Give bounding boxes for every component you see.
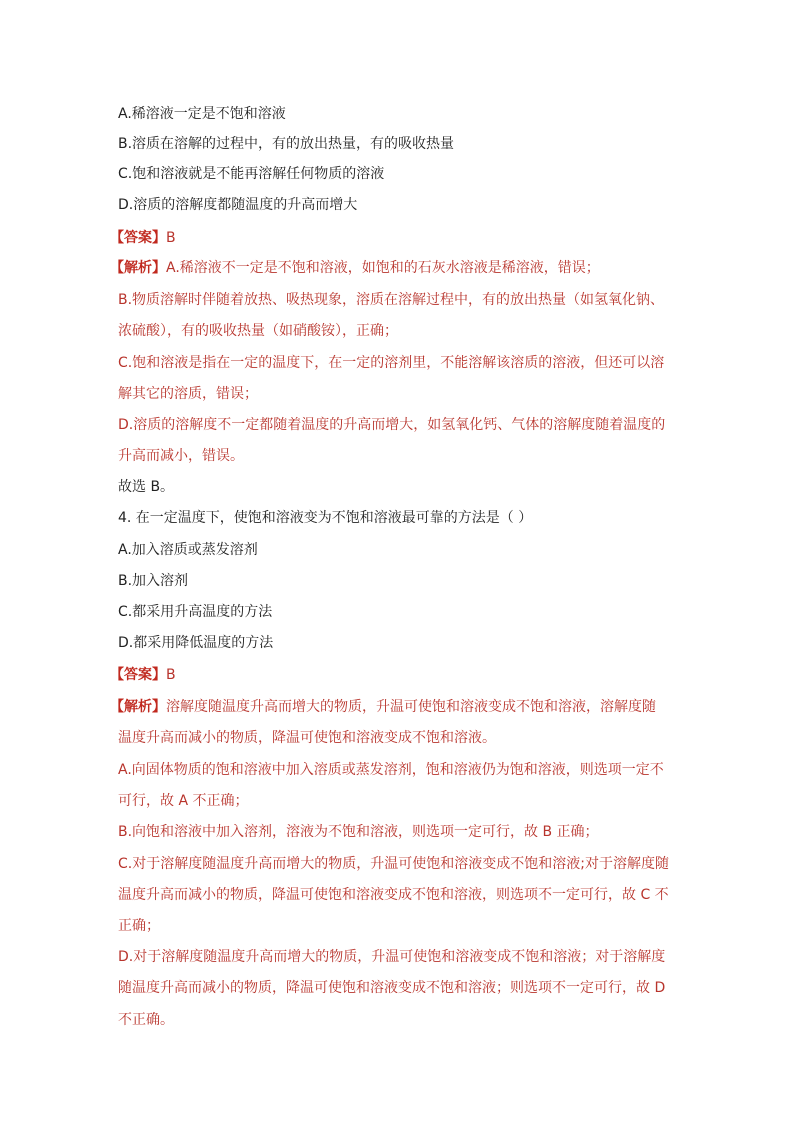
- q4-analysis-line: B.向饱和溶液中加入溶剂，溶液为不饱和溶液，则选项一定可行，故 B 正确；: [118, 824, 599, 840]
- q4-stem: 4. 在一定温度下，使饱和溶液变为不饱和溶液最可靠的方法是（ ）: [118, 510, 533, 526]
- q4-option-b: B.加入溶剂: [118, 573, 189, 589]
- q3-analysis-first: [110, 258, 670, 278]
- q3-analysis-line: 解其它的溶质，错误；: [118, 386, 258, 402]
- q3-option-a: A.稀溶液一定是不饱和溶液: [118, 106, 286, 122]
- q4-analysis-line: 随温度升高而减小的物质，降温可使饱和溶液变成不饱和溶液；则选项不一定可行，故 D: [118, 980, 666, 996]
- q4-analysis-line: 正确；: [118, 918, 160, 934]
- q3-answer-tag: 【答案】: [110, 230, 166, 246]
- q3-analysis-line: B.物质溶解时伴随着放热、吸热现象，溶质在溶解过程中，有的放出热量（如氢氧化钠、: [118, 292, 665, 308]
- q4-option-d: D.都采用降低温度的方法: [118, 635, 274, 651]
- q4-analysis-line: 不正确。: [118, 1012, 174, 1028]
- q4-option-c: C.都采用升高温度的方法: [118, 604, 273, 620]
- q3-answer-value: B: [166, 230, 176, 246]
- q3-analysis-line: 浓硫酸），有的吸收热量（如硝酸铵），正确；: [118, 323, 398, 339]
- q4-analysis-line: 温度升高而减小的物质，降温可使饱和溶液变成不饱和溶液，则选项不一定可行，故 C 不: [118, 887, 669, 903]
- q4-analysis-line: 温度升高而减小的物质，降温可使饱和溶液变成不饱和溶液。: [118, 730, 496, 746]
- q3-analysis-line: D.溶质的溶解度不一定都随着温度的升高而增大，如氢氧化钙、气体的溶解度随着温度的: [118, 417, 666, 433]
- q4-answer: [110, 665, 670, 685]
- q4-analysis-line: 溶解度随温度升高而增大的物质，升温可使饱和溶液变成不饱和溶液，溶解度随: [166, 699, 656, 715]
- q4-answer-value: B: [166, 667, 176, 683]
- q3-option-c: C.饱和溶液就是不能再溶解任何物质的溶液: [118, 166, 385, 182]
- q3-answer: [110, 228, 670, 248]
- q3-analysis-line: A.稀溶液不一定是不饱和溶液，如饱和的石灰水溶液是稀溶液，错误；: [166, 260, 600, 276]
- q4-analysis-tag: 【解析】: [110, 699, 166, 715]
- q3-analysis-tag: 【解析】: [110, 260, 166, 276]
- q4-analysis-line: C.对于溶解度随温度升高而增大的物质，升温可使饱和溶液变成不饱和溶液;对于溶解度随: [118, 856, 669, 872]
- q3-option-b: B.溶质在溶解的过程中，有的放出热量，有的吸收热量: [118, 136, 455, 152]
- q4-analysis-line: 可行，故 A 不正确；: [118, 793, 249, 809]
- q4-option-a: A.加入溶质或蒸发溶剂: [118, 542, 258, 558]
- q4-analysis-line: A.向固体物质的饱和溶液中加入溶质或蒸发溶剂，饱和溶液仍为饱和溶液，则选项一定不: [118, 762, 664, 778]
- q3-analysis-line: 升高而减小，错误。: [118, 448, 244, 464]
- q3-analysis-line: C.饱和溶液是指在一定的温度下，在一定的溶剂里，不能溶解该溶质的溶液，但还可以溶: [118, 355, 665, 371]
- q4-analysis-first: [110, 697, 670, 717]
- q4-answer-tag: 【答案】: [110, 667, 166, 683]
- q3-conclusion: 故选 B。: [118, 479, 175, 495]
- q3-option-d: D.溶质的溶解度都随温度的升高而增大: [118, 197, 358, 213]
- q4-analysis-line: D.对于溶解度随温度升高而增大的物质，升温可使饱和溶液变成不饱和溶液；对于溶解度: [118, 949, 666, 965]
